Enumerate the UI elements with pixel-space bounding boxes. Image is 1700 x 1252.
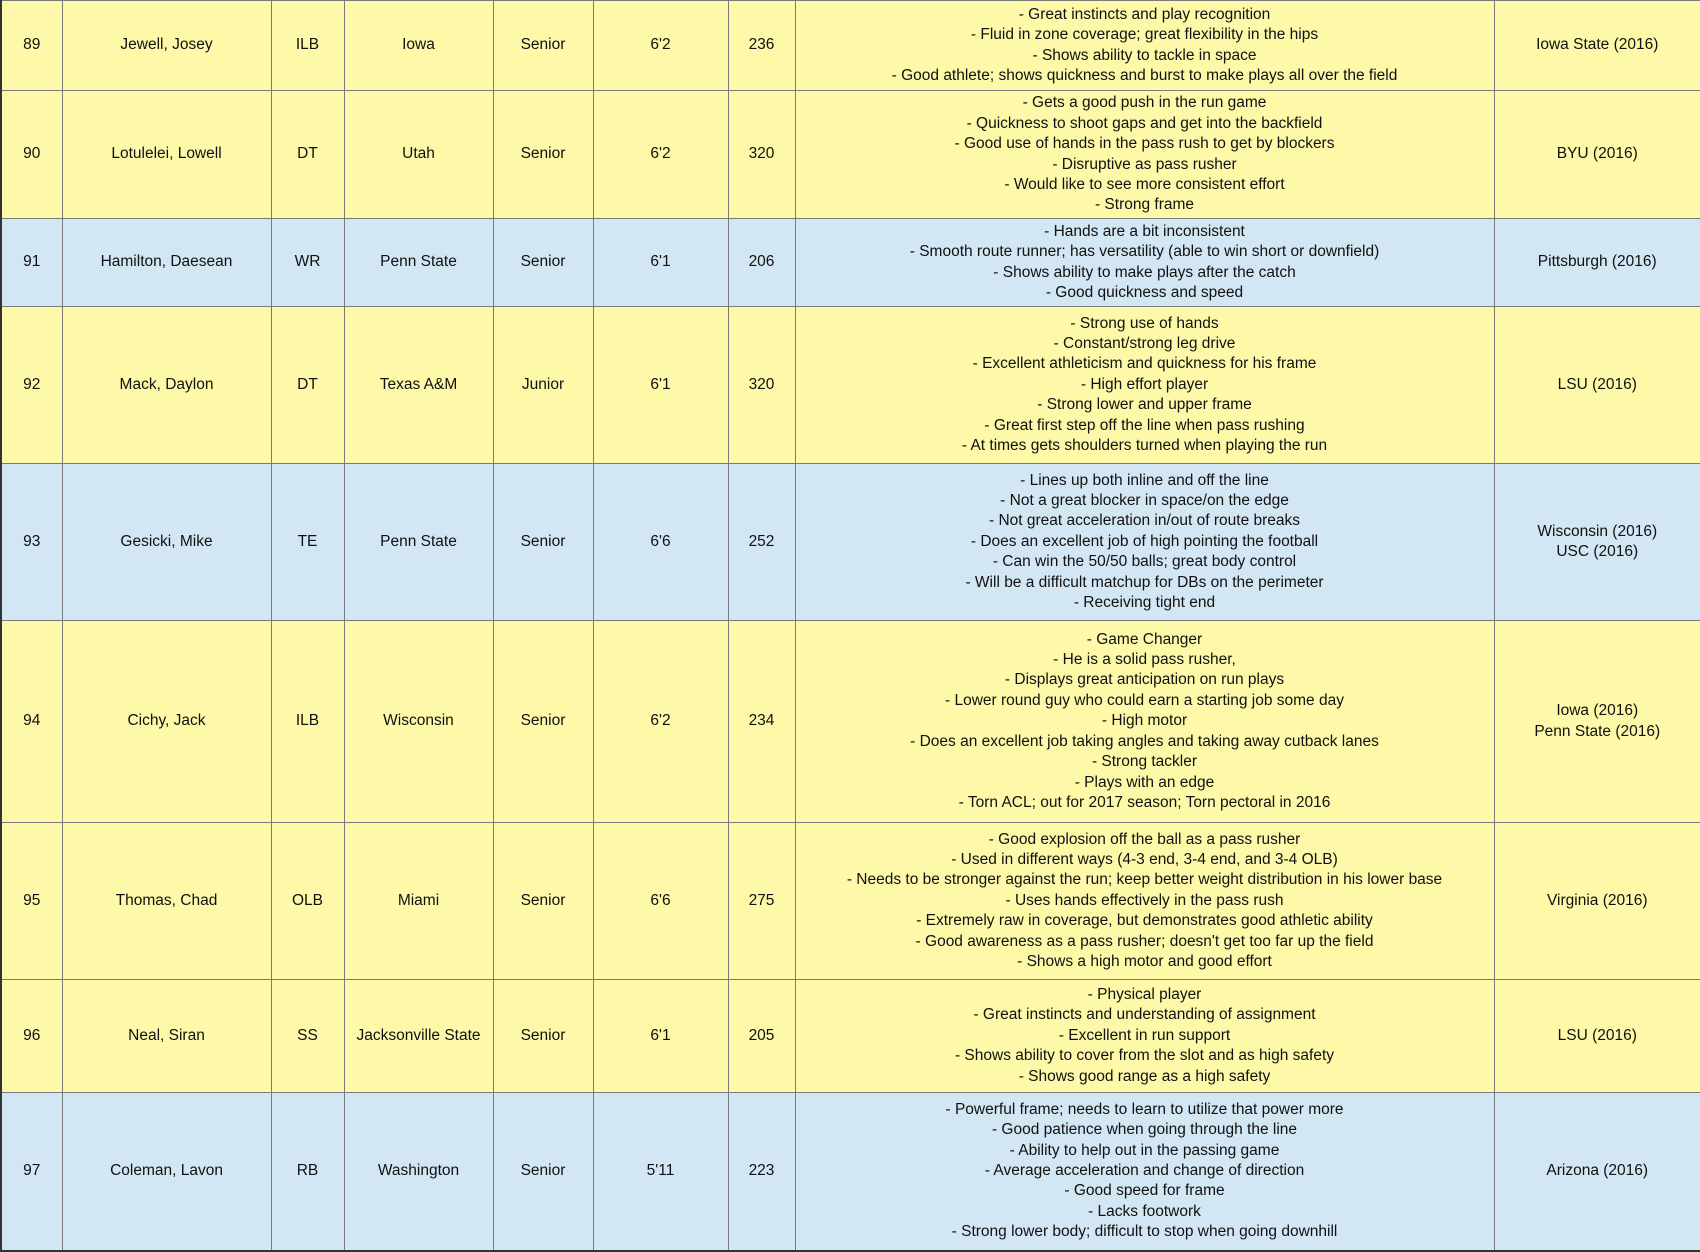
cell-school[interactable]: Penn State — [344, 464, 493, 621]
cell-class[interactable]: Junior — [493, 307, 593, 464]
cell-weight[interactable]: 206 — [728, 219, 795, 307]
cell-height[interactable]: 6'6 — [593, 464, 728, 621]
note-line: - Will be a difficult matchup for DBs on the perimeter — [965, 573, 1324, 591]
note-line: - Does an excellent job taking angles and taking away cutback lanes — [910, 732, 1379, 750]
cell-school[interactable]: Wisconsin — [344, 621, 493, 823]
note-line: - Does an excellent job of high pointing the football — [970, 532, 1319, 550]
note-line: - Shows ability to tackle in space — [1032, 46, 1257, 64]
cell-weight[interactable]: 236 — [728, 1, 795, 91]
recommended-line: Wisconsin (2016) — [1537, 522, 1658, 540]
recommended-line: BYU (2016) — [1556, 145, 1638, 163]
cell-weight[interactable]: 223 — [728, 1093, 795, 1251]
cell-height[interactable]: 6'2 — [593, 1, 728, 91]
cell-name[interactable]: Thomas, Chad — [62, 823, 271, 980]
cell-notes[interactable] — [795, 464, 1494, 621]
note-line: - Good speed for frame — [1064, 1182, 1225, 1200]
cell-recommended[interactable] — [1494, 823, 1700, 980]
recommended-line: USC (2016) — [1556, 543, 1639, 560]
note-line: - Not great acceleration in/out of route breaks — [988, 512, 1301, 530]
cell-position[interactable]: ILB — [271, 1, 344, 91]
cell-weight[interactable]: 320 — [728, 307, 795, 464]
recommended-line: Iowa State (2016) — [1536, 36, 1659, 54]
cell-school[interactable]: Penn State — [344, 219, 493, 307]
cell-height[interactable]: 6'1 — [593, 980, 728, 1093]
note-line: - Average acceleration and change of direction — [984, 1162, 1305, 1180]
cell-name[interactable]: Coleman, Lavon — [62, 1093, 271, 1251]
cell-position[interactable]: WR — [271, 219, 344, 307]
cell-name[interactable]: Jewell, Josey — [62, 1, 271, 91]
cell-position[interactable]: DT — [271, 307, 344, 464]
cell-height[interactable]: 6'1 — [593, 307, 728, 464]
cell-recommended[interactable] — [1494, 91, 1700, 219]
note-line: - Ability to help out in the passing game — [1009, 1141, 1280, 1159]
table-body — [1, 1, 1700, 1251]
note-line: - Powerful frame; needs to learn to utilize that power more — [945, 1100, 1344, 1118]
cell-weight[interactable]: 320 — [728, 91, 795, 219]
note-line: - Great first step off the line when pass rushing — [984, 416, 1305, 434]
cell-class[interactable]: Senior — [493, 823, 593, 980]
note-line: - Disruptive as pass rusher — [1052, 155, 1237, 173]
note-line: - Strong use of hands — [1070, 314, 1219, 332]
note-line: - Not a great blocker in space/on the edge — [1000, 491, 1289, 509]
table-row — [1, 980, 1700, 1093]
cell-class[interactable]: Senior — [493, 464, 593, 621]
note-line: - Shows a high motor and good effort — [1017, 953, 1272, 971]
table-row — [1, 91, 1700, 219]
cell-position[interactable]: RB — [271, 1093, 344, 1251]
cell-school[interactable]: Utah — [344, 91, 493, 219]
note-line: - Good athlete; shows quickness and burst to make plays all over the field — [891, 66, 1398, 84]
cell-recommended[interactable] — [1494, 219, 1700, 307]
note-line: - Good patience when going through the line — [991, 1121, 1298, 1139]
cell-school[interactable]: Texas A&M — [344, 307, 493, 464]
note-line: - Displays great anticipation on run plays — [1004, 671, 1285, 689]
note-line: - Would like to see more consistent effort — [1004, 175, 1285, 193]
cell-class[interactable]: Senior — [493, 1, 593, 91]
cell-notes[interactable] — [795, 980, 1494, 1093]
note-line: - Receiving tight end — [1073, 594, 1216, 612]
note-line: - Shows ability to cover from the slot and as high safety — [954, 1047, 1335, 1065]
note-line: - Good use of hands in the pass rush to get by blockers — [954, 135, 1335, 153]
note-line: - Uses hands effectively in the pass rush — [1005, 891, 1284, 909]
cell-height[interactable]: 6'6 — [593, 823, 728, 980]
note-line: - Plays with an edge — [1074, 773, 1215, 791]
note-line: - Torn ACL; out for 2017 season; Torn pectoral in 2016 — [958, 793, 1331, 811]
cell-recommended[interactable] — [1494, 1, 1700, 91]
cell-recommended[interactable] — [1494, 464, 1700, 621]
cell-class[interactable]: Senior — [493, 219, 593, 307]
cell-notes[interactable] — [795, 621, 1494, 823]
cell-number[interactable]: 93 — [1, 464, 62, 621]
cell-number[interactable]: 91 — [1, 219, 62, 307]
note-line: - Excellent athleticism and quickness for his frame — [972, 355, 1317, 373]
note-line: - Lower round guy who could earn a starting job some day — [945, 691, 1344, 709]
recommended-line: LSU (2016) — [1557, 375, 1637, 393]
cell-school[interactable]: Miami — [344, 823, 493, 980]
recommended-line: LSU (2016) — [1557, 1026, 1637, 1044]
note-line: - Excellent in run support — [1058, 1026, 1231, 1044]
cell-weight[interactable]: 234 — [728, 621, 795, 823]
note-line: - Good explosion off the ball as a pass rusher — [988, 830, 1301, 848]
cell-height[interactable]: 6'2 — [593, 91, 728, 219]
cell-position[interactable]: ILB — [271, 621, 344, 823]
note-line: - Used in different ways (4-3 end, 3-4 end, and 3-4 OLB) — [951, 850, 1338, 868]
note-line: - High motor — [1101, 712, 1188, 730]
cell-school[interactable]: Iowa — [344, 1, 493, 91]
note-line: - He is a solid pass rusher, — [1053, 651, 1236, 669]
note-line: - Shows good range as a high safety — [1018, 1067, 1271, 1085]
note-line: - Extremely raw in coverage, but demonstrates good athletic ability — [916, 912, 1373, 930]
note-line: - At times gets shoulders turned when playing the run — [961, 437, 1328, 455]
cell-notes[interactable] — [795, 823, 1494, 980]
note-line: - Gets a good push in the run game — [1022, 94, 1267, 112]
cell-position[interactable]: DT — [271, 91, 344, 219]
cell-height[interactable]: 5'11 — [593, 1093, 728, 1251]
cell-notes[interactable] — [795, 1093, 1494, 1251]
cell-notes[interactable] — [795, 1, 1494, 91]
cell-weight[interactable]: 275 — [728, 823, 795, 980]
note-line: - Good quickness and speed — [1045, 283, 1244, 301]
cell-name[interactable]: Neal, Siran — [62, 980, 271, 1093]
cell-recommended[interactable] — [1494, 980, 1700, 1093]
note-line: - Strong tackler — [1091, 753, 1198, 771]
cell-position[interactable]: OLB — [271, 823, 344, 980]
cell-notes[interactable] — [795, 91, 1494, 219]
cell-school[interactable]: Jacksonville State — [344, 980, 493, 1093]
note-line: - High effort player — [1080, 375, 1209, 393]
note-line: - Good awareness as a pass rusher; doesn't get too far up the field — [915, 932, 1374, 950]
recommended-line: Penn State (2016) — [1534, 722, 1661, 740]
cell-name[interactable]: Lotulelei, Lowell — [62, 91, 271, 219]
note-line: - Lacks footwork — [1088, 1202, 1201, 1220]
cell-class[interactable]: Senior — [493, 1093, 593, 1251]
cell-number[interactable]: 94 — [1, 621, 62, 823]
table-row — [1, 307, 1700, 464]
table-row — [1, 621, 1700, 823]
cell-notes[interactable] — [795, 219, 1494, 307]
cell-number[interactable]: 89 — [1, 1, 62, 91]
cell-position[interactable]: TE — [271, 464, 344, 621]
note-line: - Shows ability to make plays after the catch — [993, 263, 1296, 281]
cell-name[interactable]: Cichy, Jack — [62, 621, 271, 823]
note-line: - Game Changer — [1086, 630, 1203, 648]
cell-weight[interactable]: 205 — [728, 980, 795, 1093]
recommended-line: Pittsburgh (2016) — [1537, 253, 1657, 271]
cell-number[interactable]: 97 — [1, 1093, 62, 1251]
cell-number[interactable]: 92 — [1, 307, 62, 464]
table-row — [1, 823, 1700, 980]
cell-number[interactable]: 90 — [1, 91, 62, 219]
note-line: - Needs to be stronger against the run; keep better weight distribution in his lower base — [846, 871, 1443, 889]
note-line: - Great instincts and understanding of assignment — [973, 1006, 1316, 1024]
note-line: - Strong lower body; difficult to stop when going downhill — [951, 1223, 1338, 1241]
cell-height[interactable]: 6'1 — [593, 219, 728, 307]
cell-name[interactable]: Gesicki, Mike — [62, 464, 271, 621]
cell-name[interactable]: Mack, Daylon — [62, 307, 271, 464]
note-line: - Constant/strong leg drive — [1053, 334, 1236, 352]
note-line: - Strong lower and upper frame — [1037, 396, 1252, 414]
cell-school[interactable]: Washington — [344, 1093, 493, 1251]
note-line: - Strong frame — [1094, 196, 1195, 214]
cell-height[interactable]: 6'2 — [593, 621, 728, 823]
table-row — [1, 464, 1700, 621]
cell-weight[interactable]: 252 — [728, 464, 795, 621]
table-row — [1, 1, 1700, 91]
cell-class[interactable]: Senior — [493, 980, 593, 1093]
cell-number[interactable]: 96 — [1, 980, 62, 1093]
cell-recommended[interactable] — [1494, 1093, 1700, 1251]
note-line: - Lines up both inline and off the line — [1020, 471, 1269, 489]
note-line: - Hands are a bit inconsistent — [1044, 222, 1245, 240]
note-line: - Smooth route runner; has versatility (able to win short or downfield) — [909, 243, 1380, 261]
note-line: - Can win the 50/50 balls; great body control — [992, 553, 1297, 571]
recommended-line: Virginia (2016) — [1546, 891, 1648, 909]
recommended-line: Iowa (2016) — [1556, 702, 1639, 720]
cell-recommended[interactable] — [1494, 621, 1700, 823]
cell-position[interactable]: SS — [271, 980, 344, 1093]
note-line: - Fluid in zone coverage; great flexibility in the hips — [970, 26, 1319, 44]
note-line: - Quickness to shoot gaps and get into the backfield — [966, 114, 1323, 132]
cell-class[interactable]: Senior — [493, 91, 593, 219]
cell-recommended[interactable] — [1494, 307, 1700, 464]
note-line: - Physical player — [1087, 985, 1202, 1003]
note-line: - Great instincts and play recognition — [1018, 5, 1271, 23]
cell-class[interactable]: Senior — [493, 621, 593, 823]
cell-number[interactable]: 95 — [1, 823, 62, 980]
cell-notes[interactable] — [795, 307, 1494, 464]
cell-name[interactable]: Hamilton, Daesean — [62, 219, 271, 307]
table-row — [1, 1093, 1700, 1251]
recommended-line: Arizona (2016) — [1546, 1162, 1649, 1180]
table-row — [1, 219, 1700, 307]
